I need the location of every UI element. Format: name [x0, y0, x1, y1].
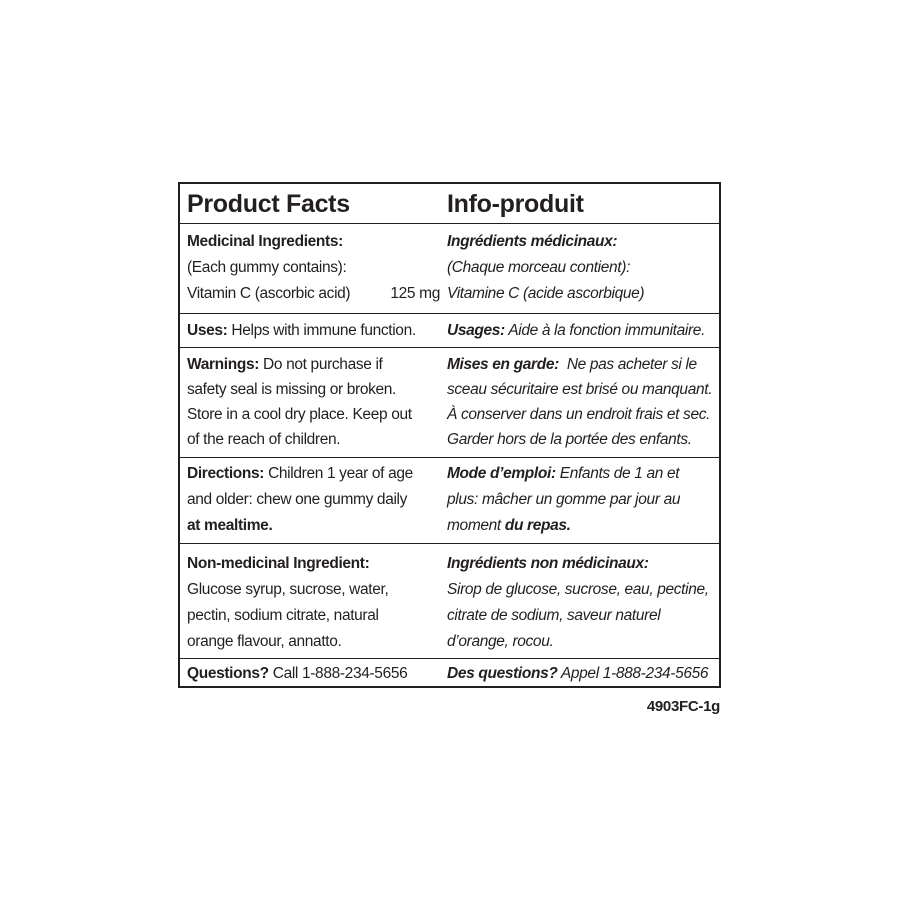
questions-fr — [447, 659, 717, 688]
warnings-line3-fr: À conserver dans un endroit frais et sec. — [447, 406, 711, 423]
medicinal-ingredients-row — [180, 224, 719, 314]
uses-heading-fr: Usages: — [447, 322, 505, 339]
medicinal-en — [187, 224, 445, 313]
directions-line3-fr — [447, 516, 571, 536]
warnings-text1-en: Do not purchase if — [259, 356, 383, 373]
medicinal-heading-fr: Ingrédients médicinaux: — [447, 233, 618, 250]
questions-text-fr: Appel 1-888-234-5656 — [557, 665, 709, 682]
medicinal-line2-en: Vitamin C (ascorbic acid) — [187, 285, 351, 302]
directions-fr — [447, 458, 717, 543]
medicinal-line2-fr: Vitamine C (acide ascorbique) — [447, 285, 645, 302]
questions-heading-en: Questions? — [187, 665, 269, 682]
lot-code: 4903FC-1g — [646, 698, 720, 715]
warnings-line4-fr: Garder hors de la portée des enfants. — [447, 431, 692, 448]
warnings-line4-en: of the reach of children. — [187, 431, 341, 448]
warnings-text1-fr: Ne pas acheter si le — [558, 356, 697, 373]
non-medicinal-line2-fr: citrate de sodium, saveur naturel — [447, 607, 661, 624]
directions-text1-fr: Enfants de 1 an et — [555, 465, 680, 482]
uses-line-fr — [447, 321, 705, 341]
non-medicinal-fr — [447, 544, 717, 658]
directions-line1-fr — [447, 464, 679, 484]
directions-line2-fr: plus: mâcher un gomme par jour au — [447, 491, 681, 508]
warnings-line2-en: safety seal is missing or broken. — [187, 381, 396, 398]
warnings-row — [180, 348, 719, 458]
directions-line1-en — [187, 464, 413, 484]
medicinal-amount: 125 mg — [390, 285, 440, 302]
directions-text1-en: Children 1 year of age — [264, 465, 413, 482]
uses-heading-en: Uses: — [187, 322, 228, 339]
warnings-en — [187, 348, 445, 457]
directions-row — [180, 458, 719, 544]
questions-heading-fr: Des questions? — [447, 665, 558, 682]
questions-line-fr — [447, 664, 708, 684]
questions-en — [187, 659, 445, 688]
medicinal-line1-en: (Each gummy contains): — [187, 259, 347, 276]
uses-text-en: Helps with immune function. — [227, 322, 416, 339]
directions-line3-en: at mealtime. — [187, 517, 273, 534]
non-medicinal-row — [180, 544, 719, 659]
directions-heading-fr: Mode d’emploi: — [447, 465, 556, 482]
title-en: Product Facts — [187, 190, 350, 218]
questions-line-en — [187, 664, 407, 684]
non-medicinal-line3-fr: d’orange, rocou. — [447, 633, 554, 650]
non-medicinal-heading-fr: Ingrédients non médicinaux: — [447, 555, 649, 572]
questions-row — [180, 659, 719, 688]
header-en — [187, 184, 445, 223]
warnings-line2-fr: sceau sécuritaire est brisé ou manquant. — [447, 381, 713, 398]
uses-text-fr: Aide à la fonction immunitaire. — [504, 322, 706, 339]
warnings-heading-en: Warnings: — [187, 356, 260, 373]
non-medicinal-line2-en: pectin, sodium citrate, natural — [187, 607, 379, 624]
medicinal-fr — [447, 224, 717, 313]
product-facts-label — [178, 182, 721, 688]
warnings-line3-en: Store in a cool dry place. Keep out — [187, 406, 412, 423]
non-medicinal-en — [187, 544, 445, 658]
uses-fr — [447, 314, 717, 347]
uses-row — [180, 314, 719, 348]
uses-line-en — [187, 321, 416, 341]
title-fr: Info-produit — [447, 190, 584, 218]
medicinal-line1-fr: (Chaque morceau contient): — [447, 259, 631, 276]
directions-bold-fr: du repas. — [504, 517, 571, 534]
directions-line2-en: and older: chew one gummy daily — [187, 491, 408, 508]
non-medicinal-line1-fr: Sirop de glucose, sucrose, eau, pectine, — [447, 581, 709, 598]
warnings-heading-fr: Mises en garde: — [447, 356, 559, 373]
warnings-line1-en — [187, 355, 383, 375]
directions-text3-fr: moment — [447, 517, 505, 534]
header-row — [180, 184, 719, 224]
non-medicinal-heading-en: Non-medicinal Ingredient: — [187, 555, 370, 572]
non-medicinal-line3-en: orange flavour, annatto. — [187, 633, 342, 650]
warnings-line1-fr — [447, 355, 697, 375]
directions-heading-en: Directions: — [187, 465, 265, 482]
uses-en — [187, 314, 445, 347]
questions-text-en: Call 1-888-234-5656 — [268, 665, 408, 682]
warnings-fr — [447, 348, 717, 457]
header-fr — [447, 184, 717, 223]
non-medicinal-line1-en: Glucose syrup, sucrose, water, — [187, 581, 389, 598]
directions-en — [187, 458, 445, 543]
medicinal-heading-en: Medicinal Ingredients: — [187, 233, 343, 250]
